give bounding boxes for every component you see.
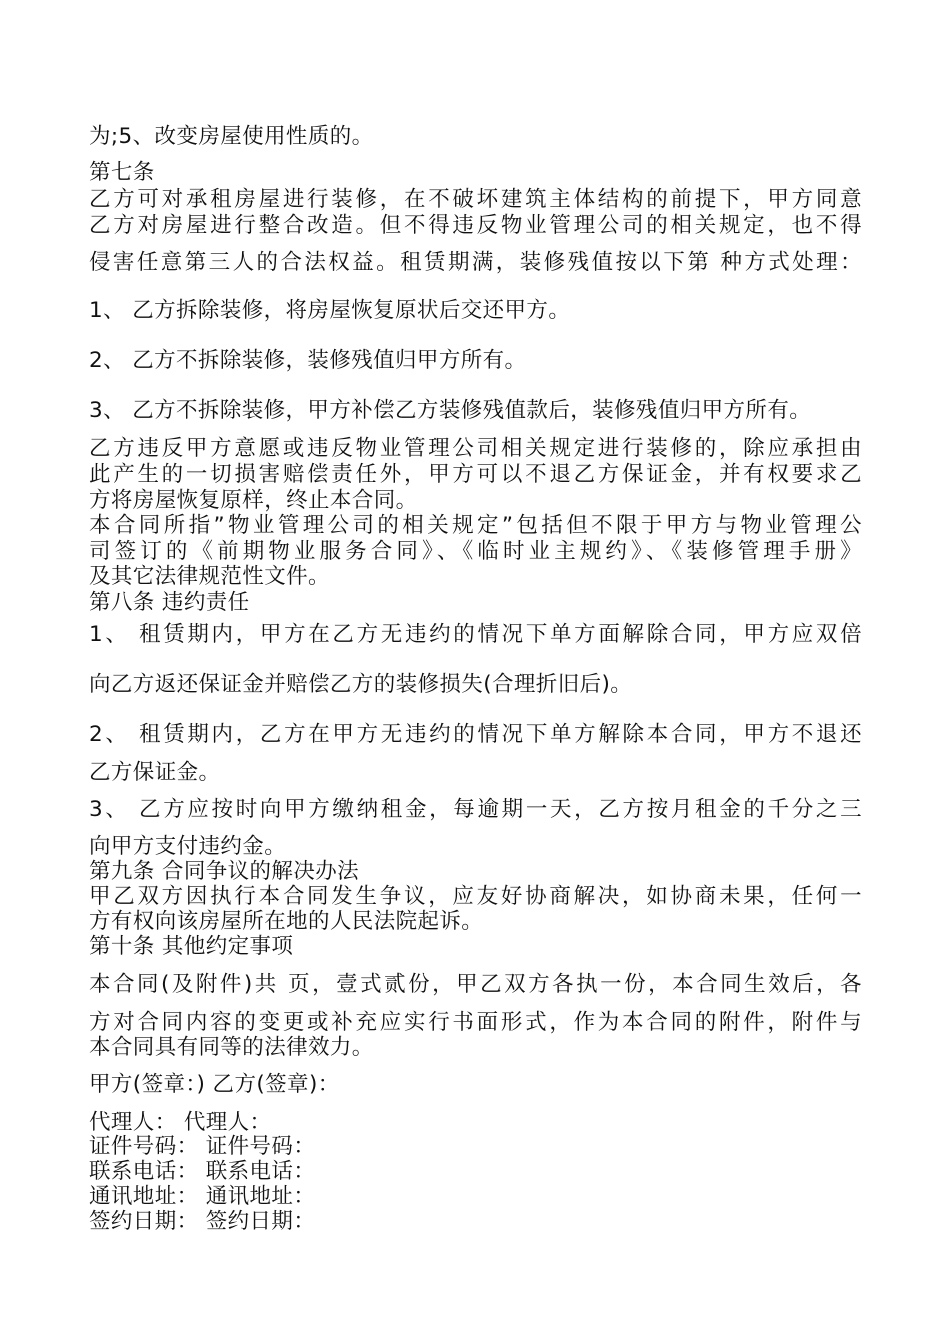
text-line: 方有权向该房屋所在地的人民法院起诉。 <box>89 909 484 934</box>
text-line: 乙方可对承租房屋进行装修，在不破坏建筑主体结构的前提下，甲方同意 <box>89 187 862 212</box>
section-heading: 第七条 <box>89 160 155 185</box>
signature-field: 通讯地址： 通讯地址： <box>89 1184 316 1209</box>
text-line: 方对合同内容的变更或补充应实行书面形式，作为本合同的附件，附件与 <box>89 1010 862 1035</box>
signature-field: 证件号码： 证件号码： <box>89 1134 316 1159</box>
section-heading: 第九条 合同争议的解决办法 <box>89 859 360 884</box>
text-line: 本合同具有同等的法律效力。 <box>89 1035 374 1060</box>
text-line: 甲乙双方因执行本合同发生争议，应友好协商解决，如协商未果，任何一 <box>89 884 862 909</box>
signature-field: 联系电话： 联系电话： <box>89 1159 316 1184</box>
text-line: 及其它法律规范性文件。 <box>89 564 330 589</box>
text-line: 侵害任意第三人的合法权益。租赁期满，装修残值按以下第 种方式处理： <box>89 250 862 275</box>
signature-line: 甲方(签章：) 乙方(签章)： <box>89 1072 340 1097</box>
list-item: 1、 租赁期内，甲方在乙方无违约的情况下单方面解除合同，甲方应双倍 <box>89 622 862 647</box>
text-line: 方将房屋恢复原样，终止本合同。 <box>89 488 418 513</box>
text-line: 司签订的《前期物业服务合同》、《临时业主规约》、《装修管理手册》 <box>89 539 862 564</box>
signature-field: 签约日期： 签约日期： <box>89 1209 316 1234</box>
list-item: 3、 乙方不拆除装修，甲方补偿乙方装修残值款后，装修残值归甲方所有。 <box>89 398 812 423</box>
text-line: 乙方违反甲方意愿或违反物业管理公司相关规定进行装修的，除应承担由 <box>89 436 862 461</box>
list-item: 3、 乙方应按时向甲方缴纳租金，每逾期一天，乙方按月租金的千分之三 <box>89 797 862 822</box>
text-line: 乙方对房屋进行整合改造。但不得违反物业管理公司的相关规定，也不得 <box>89 213 862 238</box>
section-heading: 第八条 违约责任 <box>89 590 250 615</box>
signature-field: 代理人： 代理人： <box>89 1110 272 1135</box>
text-line: 本合同所指”物业管理公司的相关规定”包括但不限于甲方与物业管理公 <box>89 513 862 538</box>
section-heading: 第十条 其他约定事项 <box>89 934 294 959</box>
list-item: 2、 租赁期内，乙方在甲方无违约的情况下单方解除本合同，甲方不退还 <box>89 722 862 747</box>
text-line: 为;5、改变房屋使用性质的。 <box>89 124 374 149</box>
text-line: 乙方保证金。 <box>89 760 221 785</box>
text-line: 向甲方支付违约金。 <box>89 834 287 859</box>
text-line: 此产生的一切损害赔偿责任外，甲方可以不退乙方保证金，并有权要求乙 <box>89 462 862 487</box>
list-item: 2、 乙方不拆除装修，装修残值归甲方所有。 <box>89 348 527 373</box>
list-item: 1、 乙方拆除装修，将房屋恢复原状后交还甲方。 <box>89 298 571 323</box>
text-line: 本合同(及附件)共 页，壹式贰份，甲乙双方各执一份，本合同生效后，各 <box>89 972 862 997</box>
text-line: 向乙方返还保证金并赔偿乙方的装修损失(合理折旧后)。 <box>89 672 633 697</box>
